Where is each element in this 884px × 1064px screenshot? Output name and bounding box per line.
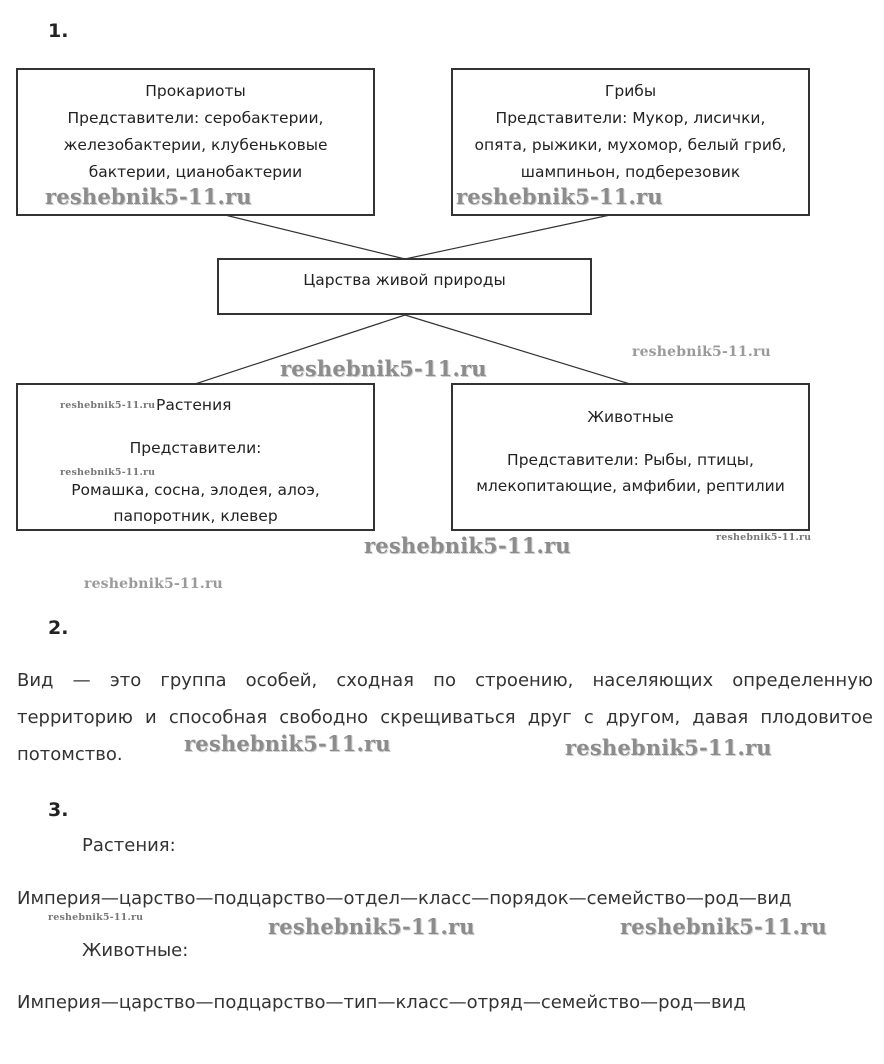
section-2-number: 2.	[48, 617, 69, 639]
fungi-title: Грибы	[604, 82, 657, 100]
watermark: reshebnik5-11.ru	[364, 533, 571, 558]
fungi-line-3: шампиньон, подберезовик	[520, 163, 741, 181]
fungi-line-2: опята, рыжики, мухомор, белый гриб,	[474, 136, 787, 154]
kingdoms-center-box	[217, 258, 592, 315]
prokaryotes-line-2: железобактерии, клубеньковые	[63, 136, 328, 154]
plants-hierarchy-label: Растения:	[82, 835, 176, 856]
watermark: reshebnik5-11.ru	[60, 400, 156, 411]
animals-line-2: млекопитающие, амфибии, рептилии	[476, 477, 785, 495]
plants-hierarchy-chain: Империя—царство—подцарство—отдел—класс—порядок—семейство—род—вид	[17, 888, 792, 909]
species-definition: Вид — это группа особей, сходная по строению, населяющих определенную территорию и способная свободно скрещиваться друг с другом, давая плодовитое потомство.	[17, 670, 873, 765]
plants-title: Растения	[156, 396, 232, 414]
plants-line-2: Ромашка, сосна, элодея, алоэ,	[71, 481, 320, 499]
plants-line-3: папоротник, клевер	[113, 507, 278, 525]
fungi-line-1: Представители: Мукор, лисички,	[495, 109, 766, 127]
connector-fungi	[405, 215, 610, 259]
animals-title: Животные	[587, 408, 674, 426]
watermark: reshebnik5-11.ru	[565, 735, 772, 760]
animals-hierarchy-label: Животные:	[82, 940, 189, 961]
kingdoms-title: Царства живой природы	[303, 271, 506, 289]
animals-box	[451, 383, 810, 531]
watermark: reshebnik5-11.ru	[268, 914, 475, 939]
section-3-number: 3.	[48, 799, 69, 821]
watermark: reshebnik5-11.ru	[716, 532, 812, 543]
prokaryotes-line-3: бактерии, цианобактерии	[88, 163, 303, 181]
watermark: reshebnik5-11.ru	[84, 576, 223, 592]
prokaryotes-line-1: Представители: серобактерии,	[67, 109, 324, 127]
watermark: reshebnik5-11.ru	[60, 467, 156, 478]
animals-hierarchy-chain: Империя—царство—подцарство—тип—класс—отряд—семейство—род—вид	[17, 992, 746, 1013]
watermark: reshebnik5-11.ru	[620, 914, 827, 939]
prokaryotes-title: Прокариоты	[145, 82, 246, 100]
watermark: reshebnik5-11.ru	[45, 184, 252, 209]
watermark: reshebnik5-11.ru	[280, 356, 487, 381]
plants-line-1: Представители:	[129, 439, 262, 457]
watermark: reshebnik5-11.ru	[632, 344, 771, 360]
watermark: reshebnik5-11.ru	[456, 184, 663, 209]
section-1-number: 1.	[48, 20, 69, 42]
animals-line-1: Представители: Рыбы, птицы,	[507, 451, 754, 469]
watermark: reshebnik5-11.ru	[48, 912, 144, 923]
connector-prokaryotes	[225, 215, 405, 259]
watermark: reshebnik5-11.ru	[184, 731, 391, 756]
